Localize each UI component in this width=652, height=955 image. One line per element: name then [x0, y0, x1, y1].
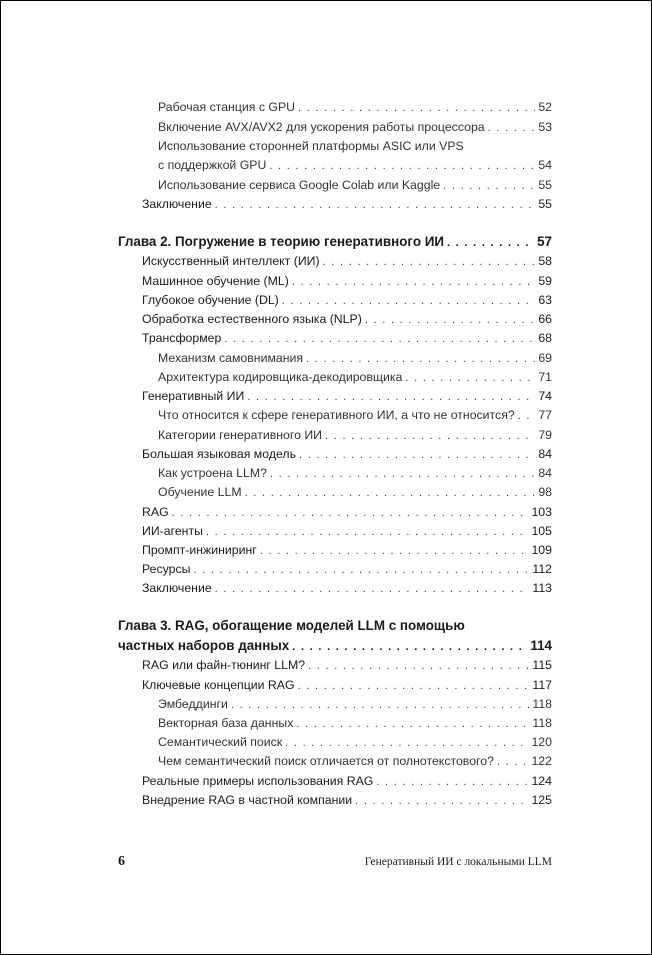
toc-entry [1, 464, 651, 482]
toc-entry-title: Искусственный интеллект (ИИ) [142, 254, 320, 268]
toc-leader-dots [306, 350, 535, 368]
toc-entry [1, 733, 651, 751]
toc-entry-page: 66 [538, 312, 552, 326]
toc-entry-page: 125 [531, 793, 552, 807]
toc-leader-dots [260, 542, 529, 560]
toc-entry-page: 84 [538, 466, 552, 480]
toc-entry-page: 54 [538, 158, 552, 172]
toc-entry-title: Заключение [142, 581, 212, 595]
toc-entry-page: 118 [532, 716, 552, 730]
toc-leader-dots [292, 273, 535, 291]
toc-entry-page: 55 [538, 178, 552, 192]
toc-entry-page: 58 [538, 254, 552, 268]
toc-entry-page: 84 [538, 447, 552, 461]
toc-entry [1, 291, 651, 309]
toc-entry-page: 122 [531, 754, 552, 768]
toc-entry-title: Глубокое обучение (DL) [142, 293, 279, 307]
toc-entry-page: 98 [538, 485, 552, 499]
toc-entry-title: Ключевые концепции RAG [142, 678, 295, 692]
toc-leader-dots [447, 234, 534, 252]
toc-entry-page: 69 [538, 351, 552, 365]
toc-leader-dots [299, 446, 535, 464]
toc-entry-title: Обучение LLM [158, 485, 242, 499]
toc-entry [1, 541, 651, 559]
toc-entry [1, 752, 651, 770]
toc-entry [1, 579, 651, 597]
toc-entry-page: 71 [538, 370, 552, 384]
toc-entry-page: 105 [531, 524, 552, 538]
toc-entry-title: Архитектура кодировщика-декодировщика [158, 370, 403, 384]
toc-chapter-title-line1: Глава 3. RAG, обогащение моделей LLM с помощью [118, 618, 465, 633]
toc-entry-title: Обработка естественного языка (NLP) [142, 312, 362, 326]
toc-leader-dots [518, 407, 536, 425]
toc-entry [1, 252, 651, 270]
toc-entry-page: 53 [538, 120, 552, 134]
toc-entry [1, 195, 651, 213]
toc-entry-page: 115 [532, 658, 552, 672]
toc-leader-dots [443, 177, 535, 195]
toc-entry-title: Механизм самовнимания [158, 351, 304, 365]
toc-entry-page: 63 [538, 293, 552, 307]
toc-entry [1, 772, 651, 790]
toc-entry-title: Семантический поиск [158, 735, 283, 749]
toc-entry-page: 74 [538, 389, 552, 403]
toc-entry [1, 98, 651, 116]
toc-entry-page: 77 [538, 408, 552, 422]
toc-entry-page: 118 [532, 697, 552, 711]
toc-entry [1, 445, 651, 463]
toc-entry-title: RAG или файн-тюнинг LLM? [142, 658, 306, 672]
toc-entry [1, 695, 651, 713]
toc-entry [1, 426, 651, 444]
toc-entry-page: 79 [538, 428, 552, 442]
toc-entry [1, 349, 651, 367]
toc-leader-dots [282, 292, 536, 310]
toc-chapter-title: частных наборов данных [118, 638, 290, 653]
toc-entry-title: Большая языковая модель [142, 447, 297, 461]
page-number: 6 [118, 854, 125, 869]
toc-leader-dots [296, 715, 529, 733]
toc-entry-title: Как устроена LLM? [158, 466, 267, 480]
toc-entry-page: 117 [532, 678, 552, 692]
toc-leader-dots [308, 657, 529, 675]
toc-entry-title: Заключение [142, 197, 212, 211]
toc-entry-title: RAG [142, 505, 169, 519]
toc-entry-title: Использование сторонней платформы ASIC или VPS [158, 139, 464, 153]
toc-entry-title: Чем семантический поиск отличается от полнотекстового? [158, 754, 494, 768]
toc-leader-dots [247, 388, 535, 406]
toc-entry [1, 118, 651, 136]
toc-leader-dots [355, 792, 528, 810]
toc-entry-title: Промпт-инжиниринг [142, 543, 257, 557]
toc-entry [1, 329, 651, 347]
toc-leader-dots [215, 196, 536, 214]
toc-chapter-heading [1, 637, 651, 655]
toc-entry-title: Включение AVX/AVX2 для ускорения работы процессора [158, 120, 485, 134]
toc-entry [1, 503, 651, 521]
toc-leader-dots [323, 253, 536, 271]
toc-entry-page: 68 [538, 331, 552, 345]
toc-entry-page: 52 [538, 100, 552, 114]
toc-entry-page: 109 [531, 543, 552, 557]
toc-entry-title: Использование сервиса Google Colab или Kaggle [158, 178, 441, 192]
toc-entry-title: Машинное обучение (ML) [142, 274, 289, 288]
toc-entry-title: Генеративный ИИ [142, 389, 245, 403]
toc-entry [1, 406, 651, 424]
toc-leader-dots [405, 369, 535, 387]
toc-leader-dots [298, 99, 535, 117]
toc-entry [1, 176, 651, 194]
toc-entry [1, 656, 651, 674]
toc-leader-dots [270, 465, 535, 483]
toc-entry [1, 387, 651, 405]
toc-entry-page: 59 [538, 274, 552, 288]
toc-entry [1, 310, 651, 328]
toc-leader-dots [172, 504, 529, 522]
toc-entry [1, 272, 651, 290]
toc-leader-dots [224, 330, 535, 348]
toc-leader-dots [206, 523, 529, 541]
toc-leader-dots [194, 561, 530, 579]
toc-entry [1, 483, 651, 501]
toc-leader-dots [497, 753, 529, 771]
toc-leader-dots [376, 773, 528, 791]
toc-entry-title: Ресурсы [142, 562, 191, 576]
toc-entry [1, 522, 651, 540]
toc-entry-title: Реальные примеры использования RAG [142, 774, 374, 788]
toc-leader-dots [488, 119, 536, 137]
toc-entry-page: 113 [532, 581, 552, 595]
toc-entry [1, 791, 651, 809]
toc-entry [1, 368, 651, 386]
toc-entry [1, 676, 651, 694]
toc-leader-dots [231, 696, 530, 714]
toc-entry [1, 156, 651, 174]
toc-entry-page: 55 [538, 197, 552, 211]
toc-entry-page: 120 [531, 735, 552, 749]
toc-entry-continued [1, 137, 651, 155]
toc-chapter-page: 57 [537, 234, 552, 249]
toc-leader-dots [298, 677, 530, 695]
toc-entry-title: Трансформер [142, 331, 222, 345]
toc-entry-page: 103 [531, 505, 552, 519]
toc-entry [1, 714, 651, 732]
toc-leader-dots [269, 157, 535, 175]
toc-chapter-page: 114 [530, 638, 552, 653]
toc-entry-title: с поддержкой GPU [158, 158, 267, 172]
toc-leader-dots [215, 580, 530, 598]
toc-leader-dots [325, 427, 535, 445]
toc-entry-title: ИИ-агенты [142, 524, 203, 538]
toc-leader-dots [285, 734, 528, 752]
toc-entry-page: 124 [531, 774, 552, 788]
toc-leader-dots [365, 311, 535, 329]
toc-entry-title: Эмбеддинги [158, 697, 228, 711]
toc-leader-dots [292, 638, 527, 656]
toc-entry-title: Векторная база данных [158, 716, 294, 730]
toc-chapter-heading [1, 233, 651, 251]
toc-entry-title: Рабочая станция с GPU [158, 100, 296, 114]
toc-entry-page: 112 [532, 562, 552, 576]
toc-chapter-title: Глава 2. Погружение в теорию генеративного ИИ [118, 234, 444, 249]
toc-entry-title: Категории генеративного ИИ [158, 428, 323, 442]
toc-leader-dots [245, 484, 536, 502]
toc-entry-title: Что относится к сфере генеративного ИИ, а что не относится? [158, 408, 515, 422]
toc-entry-title: Внедрение RAG в частной компании [142, 793, 353, 807]
toc-entry [1, 560, 651, 578]
running-footer-title: Генеративный ИИ с локальными LLM [364, 856, 552, 868]
